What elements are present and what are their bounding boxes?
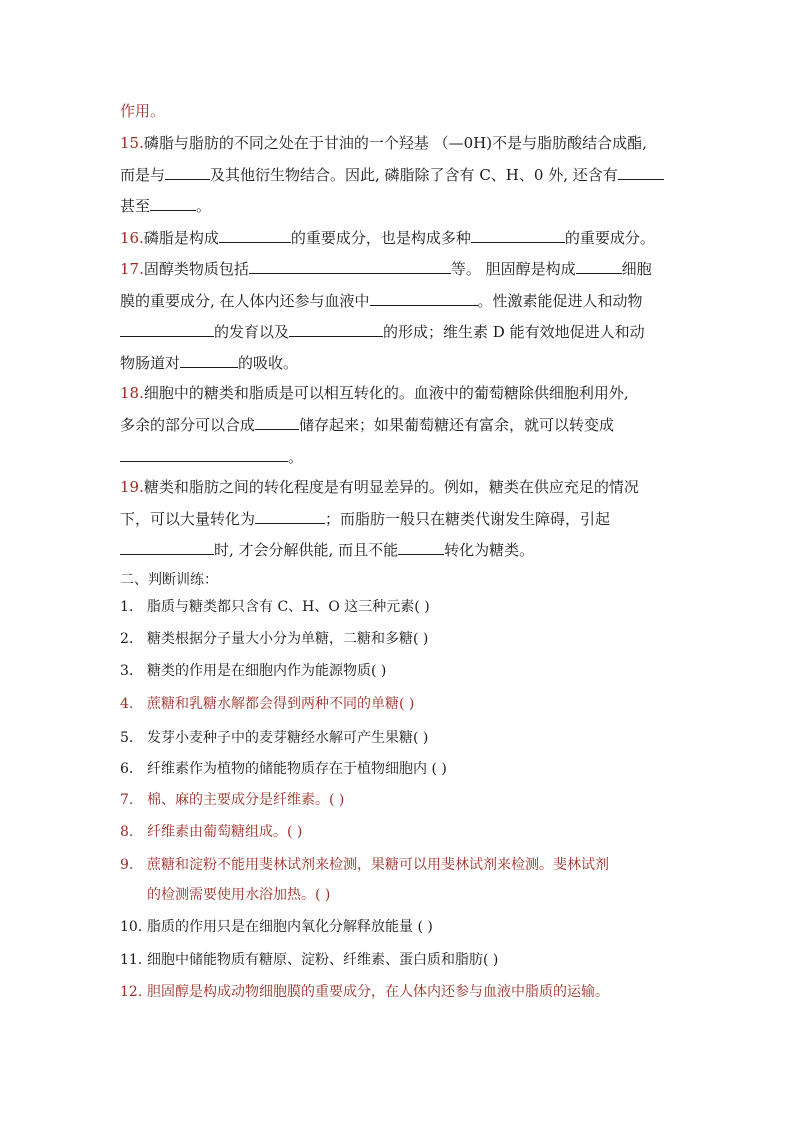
item-number: 9.: [120, 857, 134, 873]
answer-blank[interactable]: [289, 321, 383, 337]
item-number: 6.: [120, 761, 134, 777]
question-number: 18.: [120, 384, 144, 402]
answer-blank[interactable]: [249, 258, 451, 274]
question-16: [120, 227, 655, 248]
item-text: 纤维素作为植物的储能物质存在于植物细胞内 ( ): [147, 761, 447, 777]
text: 的形成；维生素 D 能有效地促进人和动: [383, 323, 645, 341]
item-number: 11.: [120, 952, 143, 968]
question-19-line-1: [120, 477, 639, 497]
question-17-line-2: [120, 290, 643, 311]
text: 而是与: [120, 166, 166, 184]
answer-blank[interactable]: [120, 539, 214, 555]
item-text: 胆固醇是构成动物细胞膜的重要成分，在人体内还参与血液中脂质的运输。: [147, 984, 609, 1000]
item-number: 5.: [120, 730, 134, 746]
text: 及其他衍生物结合。因此, 磷脂除了含有 C、H、0 外, 还含有: [210, 166, 618, 184]
item-text: 糖类的作用是在细胞内作为能源物质( ): [147, 663, 387, 679]
answer-blank[interactable]: [370, 290, 478, 306]
answer-blank[interactable]: [219, 227, 291, 243]
question-17-line-3: [120, 321, 645, 342]
item-text: 糖类根据分子量大小分为单糖，二糖和多糖( ): [147, 631, 429, 647]
answer-blank[interactable]: [471, 227, 565, 243]
item-number: 10.: [120, 919, 143, 935]
text: 磷脂与脂肪的不同之处在于甘油的一个羟基 （—0H)不是与脂肪酸结合成酯,: [143, 134, 647, 152]
judge-item-12: [120, 982, 609, 1002]
text: 时, 才会分解供能, 而且不能: [214, 541, 399, 559]
text: 物肠道对: [120, 354, 181, 372]
item-number: 7.: [120, 792, 134, 808]
judge-item-2: [120, 629, 428, 649]
question-18-line-3: [120, 446, 303, 467]
item-text: 棉、麻的主要成分是纤维素。( ): [147, 792, 345, 808]
text: ；而脂肪一般只在糖类代谢发生障碍，引起: [325, 510, 611, 528]
question-17-line-4: [120, 352, 298, 373]
text: 。性激素能促进人和动物: [477, 292, 643, 310]
answer-blank[interactable]: [150, 195, 196, 211]
judge-item-1: [120, 597, 430, 617]
item-text: 发芽小麦种子中的麦芽糖经水解可产生果糖( ): [147, 730, 429, 746]
item-text: 纤维素由葡萄糖组成。( ): [147, 824, 303, 840]
text: 的重要成分，也是构成多种: [290, 229, 471, 247]
text: 。: [288, 448, 304, 466]
text: 转化为糖类。: [444, 541, 535, 559]
item-text: 细胞中储能物质有糖原、淀粉、纤维素、蛋白质和脂肪( ): [147, 952, 499, 968]
text: 多余的部分可以合成: [120, 416, 256, 434]
question-17-line-1: [120, 258, 652, 279]
answer-blank[interactable]: [398, 539, 444, 555]
item-text: 的检测需要使用水浴加热。( ): [147, 887, 331, 903]
judge-item-8: [120, 822, 302, 842]
item-number: 8.: [120, 824, 134, 840]
question-15-line-3: [120, 195, 211, 216]
question-number: 19.: [120, 478, 144, 496]
item-text: 脂质的作用只是在细胞内氧化分解释放能量 ( ): [147, 919, 433, 935]
answer-blank[interactable]: [255, 508, 325, 524]
question-18-line-1: [120, 383, 629, 403]
item-text: 蔗糖和乳糖水解都会得到两种不同的单糖( ): [147, 696, 415, 712]
text: 下，可以大量转化为: [120, 510, 256, 528]
text: 磷脂是构成: [143, 229, 219, 247]
text: 细胞: [621, 260, 652, 278]
text: 糖类和脂肪之间的转化程度是有明显差异的。例如，糖类在供应充足的情况: [143, 478, 639, 496]
judge-item-10: [120, 917, 433, 937]
item-text: 脂质与糖类都只含有 C、H、O 这三种元素( ): [147, 599, 430, 615]
text: 储存起来；如果葡萄糖还有富余，就可以转变成: [299, 416, 615, 434]
item-number: 12.: [120, 984, 143, 1000]
answer-blank[interactable]: [120, 321, 214, 337]
answer-blank[interactable]: [576, 258, 622, 274]
paragraph-14-end: [120, 101, 165, 121]
question-15-line-2: [120, 164, 664, 185]
answer-blank[interactable]: [165, 164, 210, 180]
answer-blank[interactable]: [618, 164, 664, 180]
text: 甚至: [120, 197, 151, 215]
judge-item-7: [120, 790, 344, 810]
judge-item-9-continuation: [147, 885, 330, 905]
answer-blank[interactable]: [120, 446, 288, 462]
judge-item-11: [120, 950, 498, 970]
item-number: 3.: [120, 663, 134, 679]
question-number: 15.: [120, 134, 144, 152]
item-number: 2.: [120, 631, 134, 647]
section-title: [120, 570, 218, 590]
answer-blank[interactable]: [255, 414, 299, 430]
judge-item-3: [120, 661, 386, 681]
item-number: 1.: [120, 599, 134, 615]
question-19-line-2: [120, 508, 610, 529]
text: 等。 胆固醇是构成: [450, 260, 576, 278]
text: 的重要成分。: [564, 229, 655, 247]
text: 细胞中的糖类和脂质是可以相互转化的。血液中的葡萄糖除供细胞利用外,: [143, 384, 629, 402]
text: 。: [196, 197, 212, 215]
question-19-line-3: [120, 539, 534, 560]
question-number: 17.: [120, 260, 144, 278]
judge-item-4: [120, 694, 414, 714]
judge-item-9: [120, 855, 609, 875]
text: 的吸收。: [238, 354, 299, 372]
text: 膜的重要成分, 在人体内还参与血液中: [120, 292, 370, 310]
question-15-line-1: [120, 133, 647, 153]
judge-item-5: [120, 728, 428, 748]
text: 固醇类物质包括: [143, 260, 249, 278]
question-number: 16.: [120, 229, 144, 247]
section-title-text: 二、判断训练：: [120, 572, 218, 588]
text: 作用。: [120, 102, 166, 120]
item-text: 蔗糖和淀粉不能用斐林试剂来检测，果糖可以用斐林试剂来检测。斐林试剂: [147, 857, 609, 873]
judge-item-6: [120, 759, 447, 779]
question-18-line-2: [120, 414, 614, 435]
answer-blank[interactable]: [180, 352, 238, 368]
text: 的发育以及: [214, 323, 290, 341]
item-number: 4.: [120, 696, 134, 712]
